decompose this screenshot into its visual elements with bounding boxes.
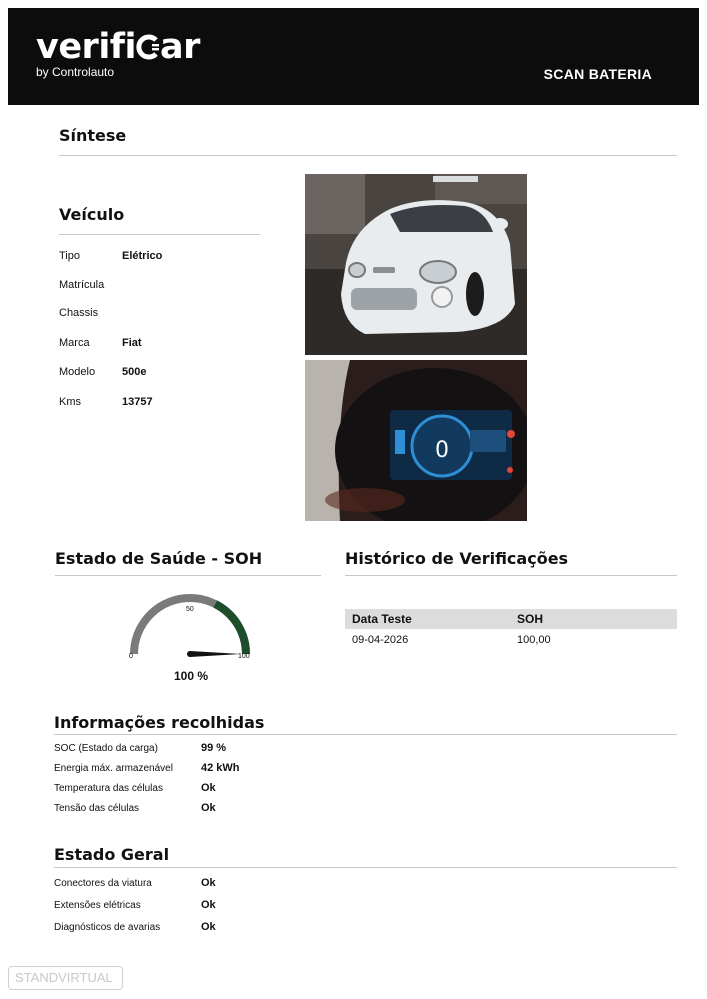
- gauge-mid-label: 50: [186, 606, 194, 613]
- vehicle-value-kms: 13757: [122, 396, 153, 408]
- gauge-graphic: [125, 592, 255, 664]
- dashboard-readout: 0: [435, 438, 449, 463]
- history-soh: 100,00: [517, 634, 551, 646]
- gauge-max-label: 100: [238, 653, 250, 660]
- vehicle-value-marca: Fiat: [122, 337, 142, 349]
- divider: [59, 155, 677, 156]
- section-title-veiculo: Veículo: [59, 205, 125, 224]
- divider: [345, 575, 677, 576]
- gauge-min-label: 0: [129, 653, 133, 660]
- geral-label-conectores: Conectores da viatura: [54, 878, 152, 889]
- report-type: SCAN BATERIA: [543, 66, 652, 82]
- history-table-header: [345, 609, 677, 629]
- divider: [54, 734, 677, 735]
- info-value-soc: 99 %: [201, 742, 227, 754]
- brand-c-icon: [136, 30, 160, 56]
- soh-value: 100 %: [174, 669, 209, 683]
- vehicle-label-tipo: Tipo: [59, 250, 80, 262]
- section-title-historico: Histórico de Verificações: [345, 549, 569, 568]
- report-header: [8, 8, 699, 105]
- brand-suffix: ar: [160, 27, 200, 67]
- info-value-energia: 42 kWh: [201, 762, 240, 774]
- divider: [55, 575, 321, 576]
- geral-label-diagnosticos: Diagnósticos de avarias: [54, 922, 161, 933]
- brand-subtitle: by Controlauto: [36, 65, 115, 79]
- geral-value-extensoes: Ok: [201, 899, 216, 911]
- vehicle-label-kms: Kms: [59, 396, 81, 408]
- vehicle-photo-exterior: [305, 174, 527, 355]
- info-label-temperatura: Temperatura das células: [54, 783, 163, 794]
- info-label-energia: Energia máx. armazenável: [54, 763, 173, 774]
- info-label-tensao: Tensão das células: [54, 803, 140, 814]
- geral-value-conectores: Ok: [201, 877, 216, 889]
- info-label-soc: SOC (Estado da carga): [54, 743, 158, 754]
- vehicle-value-tipo: Elétrico: [122, 250, 163, 262]
- info-value-temperatura: Ok: [201, 782, 216, 794]
- brand-logo: [36, 28, 200, 66]
- standvirtual-watermark: STANDVIRTUAL: [8, 966, 123, 990]
- vehicle-label-matricula: Matrícula: [59, 279, 105, 291]
- vehicle-photo-dashboard: [305, 360, 527, 521]
- soh-gauge: [125, 592, 255, 664]
- geral-label-extensoes: Extensões elétricas: [54, 900, 141, 911]
- plug-c-icon: [136, 34, 160, 60]
- section-title-soh: Estado de Saúde - SOH: [55, 549, 263, 568]
- divider: [54, 867, 677, 868]
- vehicle-label-marca: Marca: [59, 337, 90, 349]
- brand-prefix: verifi: [36, 27, 137, 67]
- history-col-soh: SOH: [517, 612, 544, 626]
- history-col-date: Data Teste: [352, 612, 412, 626]
- vehicle-value-modelo: 500e: [122, 366, 147, 378]
- section-title-sintese: Síntese: [59, 126, 127, 145]
- vehicle-label-modelo: Modelo: [59, 366, 96, 378]
- dashboard-image: [305, 360, 527, 521]
- history-date: 09-04-2026: [352, 634, 409, 646]
- geral-value-diagnosticos: Ok: [201, 921, 216, 933]
- section-title-info: Informações recolhidas: [54, 713, 265, 732]
- section-title-geral: Estado Geral: [54, 845, 170, 864]
- vehicle-label-chassis: Chassis: [59, 307, 99, 319]
- divider: [59, 234, 260, 235]
- car-image: [305, 174, 527, 355]
- info-value-tensao: Ok: [201, 802, 216, 814]
